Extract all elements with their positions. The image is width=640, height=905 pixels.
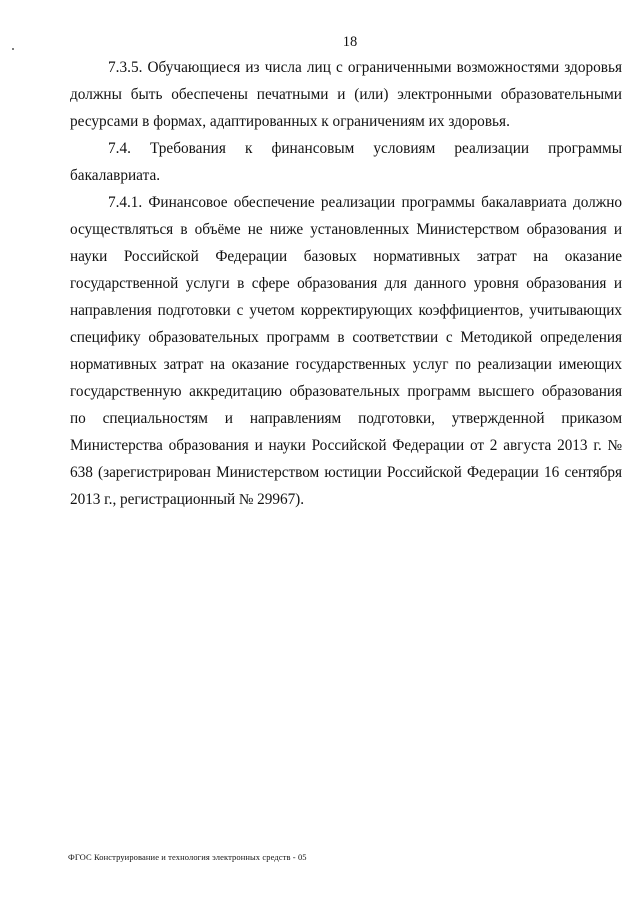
- paragraph-7-4: 7.4. Требования к финансовым условиям реализации программы бакалавриата.: [70, 140, 622, 184]
- paragraph-7-4-1: 7.4.1. Финансовое обеспечение реализации программы бакалавриата должно осуществляться в объёме не ниже установленных Министерством образования и науки Российской Федерации базовых нормативных затрат на оказание государственной услуги в сфере образования для данного уровня образования и направления подготовки с учетом корректирующих коэффициентов, учитывающих специфику образовательных программ в соответствии с Методикой определения нормативных затрат на оказание государственных услуг по реализации имеющих государственную аккредитацию образовательных программ высшего образования по специальностям и направлениям подготовки, утвержденной приказом Министерства образования и науки Российской Федерации от 2 августа 2013 г. № 638 (зарегистрирован Министерством юстиции Российской Федерации 16 сентября 2013 г., регистрационный № 29967).: [70, 194, 622, 508]
- page-number: 18: [342, 34, 358, 50]
- page-footer: ФГОС Конструирование и технология электронных средств - 05: [68, 852, 307, 862]
- paragraph-7-3-5: 7.3.5. Обучающиеся из числа лиц с ограниченными возможностями здоровья должны быть обеспечены печатными и (или) электронными образовательными ресурсами в формах, адаптированных к ограничениям их здоровья.: [70, 59, 622, 130]
- document-body: [70, 54, 622, 513]
